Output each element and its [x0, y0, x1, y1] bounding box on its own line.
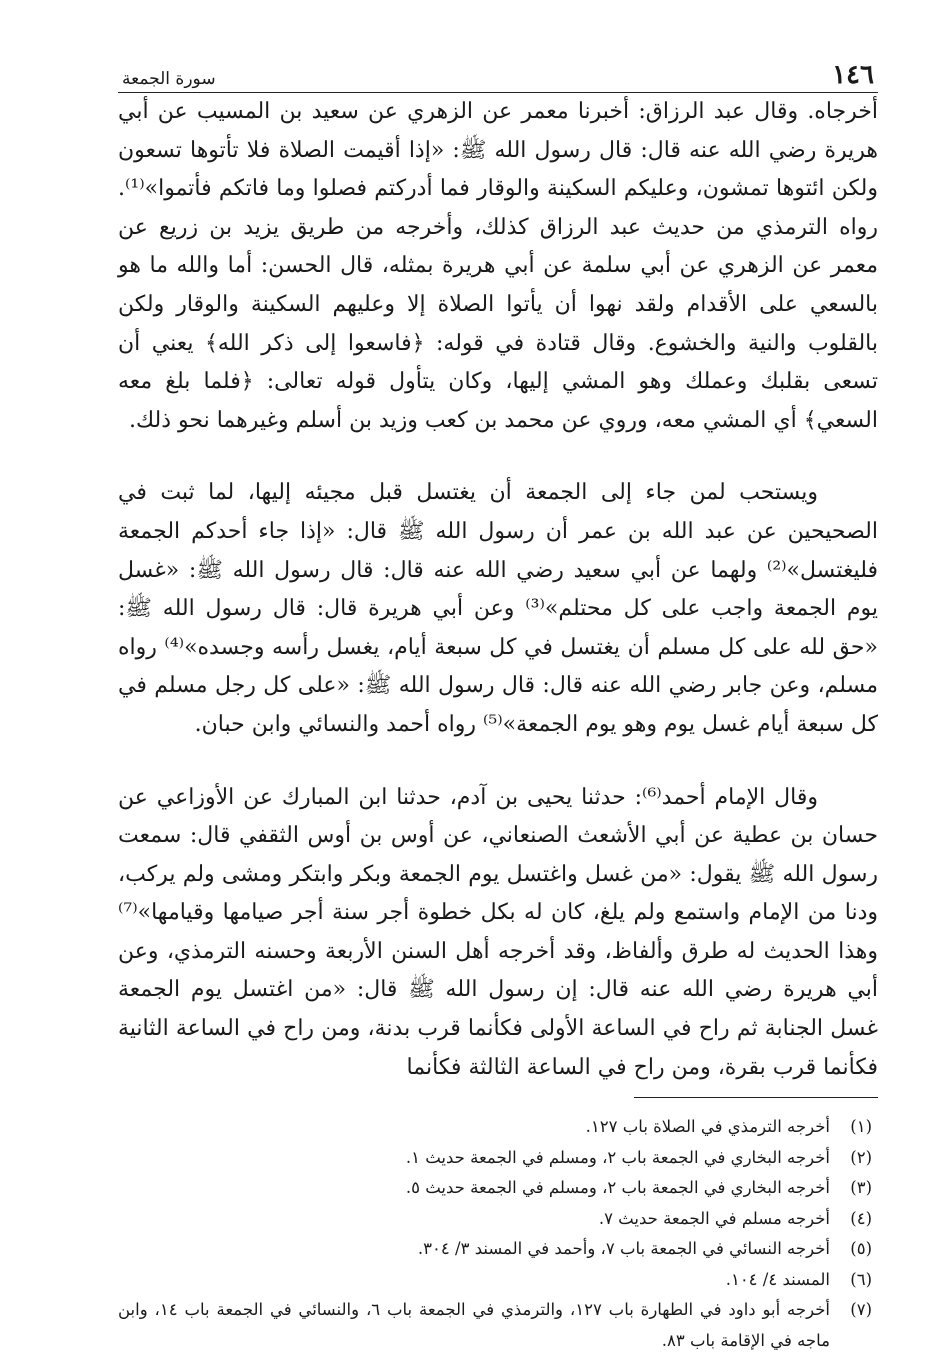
- footnote-text: أخرجه مسلم في الجمعة حديث ٧.: [598, 1208, 830, 1228]
- footnote-number: (١): [850, 1117, 872, 1137]
- paragraph-1: أخرجاه. وقال عبد الرزاق: أخبرنا معمر عن الزهري عن سعيد بن المسيب عن أبي هريرة رضي الله عنه قال: قال رسول الله ﷺ: «إذا أقيمت الصلاة فلا تأتوها تسعون ولكن ائتوها تمشون، وعليكم السكينة والوقار فما أدركتم فصلوا وما فاتكم فأتموا»⁽¹⁾. رواه الترمذي من حديث عبد الرزاق كذلك، وأخرجه من طريق يزيد بن زريع عن معمر عن الزهري عن أبي سلمة عن أبي هريرة بمثله، قال الحسن: أما والله ما هو بالسعي على الأقدام ولقد نهوا أن يأتوا الصلاة إلا وعليهم السكينة والوقار ولكن بالقلوب والنية والخشوع. وقال قتادة في قوله: ﴿فاسعوا إلى ذكر الله﴾ يعني أن تسعى بقلبك وعملك وهو المشي إليها، وكان يتأول قوله تعالى: ﴿فلما بلغ معه السعي﴾ أي المشي معه، وروي عن محمد بن كعب وزيد بن أسلم وغيرهما نحو ذلك.: [118, 99, 879, 433]
- footnote-text: أخرجه أبو داود في الطهارة باب ١٢٧، والترمذي في الجمعة باب ٦، والنسائي في الجمعة باب ١٤، وابن ماجه في الإقامة باب ٨٣.: [118, 1300, 830, 1350]
- paragraph-3: وقال الإمام أحمد⁽⁶⁾: حدثنا يحيى بن آدم، حدثنا ابن المبارك عن الأوزاعي عن حسان بن عطية عن أبي الأشعث الصنعاني، عن أوس بن أوس الثقفي قال: سمعت رسول الله ﷺ يقول: «من غسل واغتسل يوم الجمعة وبكر وابتكر ومشى ولم يركب، ودنا من الإمام واستمع ولم يلغ، كان له بكل خطوة أجر سنة أجر صيامها وقيامها»⁽⁷⁾ وهذا الحديث له طرق وألفاظ، وقد أخرجه أهل السنن الأربعة وحسنه الترمذي، وعن أبي هريرة رضي الله عنه قال: إن رسول الله ﷺ قال: «من اغتسل يوم الجمعة غسل الجنابة ثم راح في الساعة الأولى فكأنما قرب بدنة، ومن راح في الساعة الثانية فكأنما قرب بقرة، ومن راح في الساعة الثالثة فكأنما: [118, 784, 878, 1080]
- footnote-number: (٢): [850, 1147, 872, 1167]
- footnote-text: أخرجه البخاري في الجمعة باب ٢، ومسلم في الجمعة حديث ١.: [405, 1147, 830, 1167]
- footnote-number: (٥): [850, 1239, 872, 1259]
- footnote-number: (٦): [850, 1269, 872, 1289]
- paragraph-2: ويستحب لمن جاء إلى الجمعة أن يغتسل قبل مجيئه إليها، لما ثبت في الصحيحين عن عبد الله بن عمر أن رسول الله ﷺ قال: «إذا جاء أحدكم الجمعة فليغتسل»⁽²⁾ ولهما عن أبي سعيد رضي الله عنه قال: قال رسول الله ﷺ: «غسل يوم الجمعة واجب على كل محتلم»⁽³⁾ وعن أبي هريرة قال: قال رسول الله ﷺ: «حق لله على كل مسلم أن يغتسل في كل سبعة أيام، يغسل رأسه وجسده»⁽⁴⁾ رواه مسلم، وعن جابر رضي الله عنه قال: قال رسول الله ﷺ: «على كل رجل مسلم في كل سبعة أيام غسل يوم وهو يوم الجمعة»⁽⁵⁾ رواه أحمد والنسائي وابن حبان.: [118, 480, 879, 737]
- footnote-divider: [634, 1097, 878, 1098]
- running-title: سورة الجمعة: [122, 69, 216, 89]
- footnote-item: [118, 1204, 878, 1235]
- footnote-number: (٧): [850, 1300, 872, 1320]
- main-text: [118, 93, 878, 1087]
- footnote-item: [118, 1173, 878, 1204]
- footnote-text: أخرجه الترمذي في الصلاة باب ١٢٧.: [585, 1117, 830, 1137]
- footnote-text: المسند ٤/ ١٠٤.: [725, 1269, 830, 1289]
- page-header: [118, 50, 878, 93]
- footnote-item: [118, 1265, 878, 1296]
- footnote-item: [118, 1112, 878, 1143]
- footnote-text: أخرجه النسائي في الجمعة باب ٧، وأحمد في المسند ٣/ ٣٠٤.: [417, 1239, 830, 1259]
- footnote-item: [118, 1295, 878, 1356]
- book-page: [118, 50, 878, 1356]
- footnote-item: [118, 1143, 878, 1174]
- footnote-text: أخرجه البخاري في الجمعة باب ٢، ومسلم في الجمعة حديث ٥.: [405, 1178, 830, 1198]
- footnotes: [118, 1112, 878, 1356]
- footnote-number: (٤): [850, 1208, 872, 1228]
- footnote-number: (٣): [850, 1178, 872, 1198]
- footnote-item: [118, 1234, 878, 1265]
- page-number: ١٤٦: [832, 60, 874, 90]
